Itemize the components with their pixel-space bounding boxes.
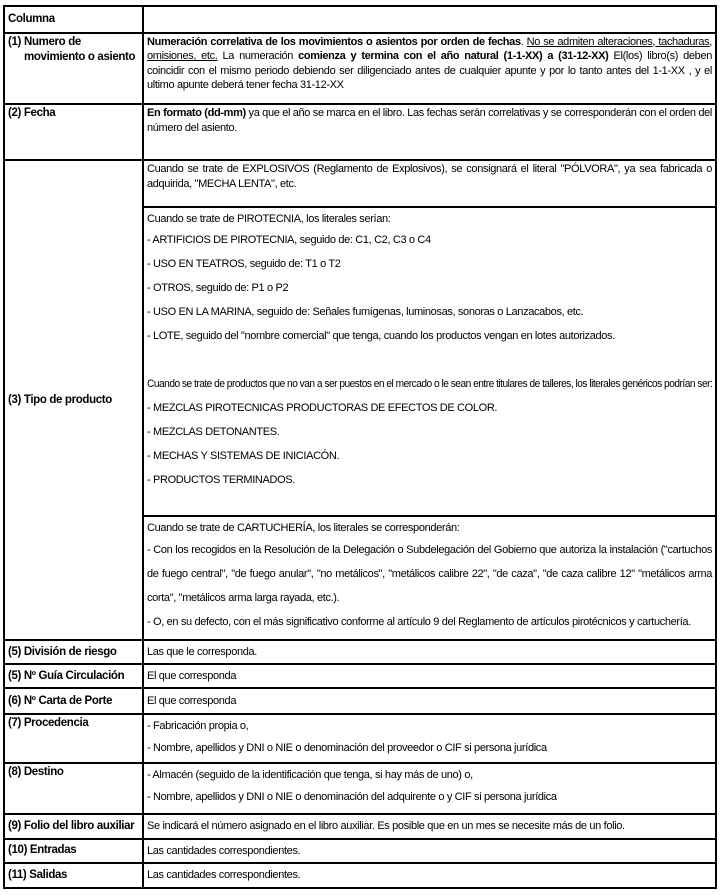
table-row [4, 664, 716, 689]
row-text-folio: Se indicará el número asignado en el libro auxiliar. Es posible que en un mes se necesite más de un folio. [143, 814, 716, 839]
table-row [4, 33, 716, 105]
fecha-bold: En formato (dd-mm) [147, 107, 246, 120]
row-label-entradas: (10) Entradas [4, 839, 143, 864]
fecha-text: ya que el año se marca en el libro. Las fechas serán correlativas y se corresponderán con el orden del número del asiento. [147, 107, 712, 134]
row-text-carta: El que corresponda [143, 688, 716, 714]
row-text-destino [143, 763, 716, 814]
piro2-line: - PRODUCTOS TERMINADOS. [147, 473, 296, 486]
numero-bold-1: Numeración correlativa de los movimientos o asientos [147, 35, 418, 48]
table-row [4, 688, 716, 714]
cartucheria-paragraph: - Con los recogidos en la Resolución de la Delegación o Subdelegación del Gobierno que autoriza la instalación ("cartuchos de fuego central", "de fuego anular", "no metálicos", "metálicos calibre 22", "de caza", "de caza calibre 12" "metálicos arma corta", "metálicos arma larga rayada, etc.). [147, 543, 712, 604]
numero-bold-2: por orden de fechas [420, 35, 521, 48]
piro2-line: Cuando se trate de productos que no van a ser puestos en el mercado o le sean entre titulares de talleres, los literales genéricos podrían ser: [147, 377, 713, 390]
tipo-pirotecnia-text [143, 207, 716, 516]
table-row [4, 640, 716, 664]
explosivos-paragraph: Cuando se trate de EXPLOSIVOS (Reglamento de Explosivos), se consignará el literal "PÓLVORA", ya sea fabricada o adquirida, "MECHA LENTA", etc. [147, 163, 712, 190]
row-text-division: Las que le corresponda. [143, 640, 716, 664]
numero-text-5: La numeración [217, 50, 299, 63]
piro2-line: - MEZCLAS DETONANTES. [147, 425, 280, 438]
row-label-text: Numero de movimiento o asiento [24, 35, 136, 63]
row-text-salidas: Las cantidades correspondientes. [143, 863, 716, 888]
table-row [4, 763, 716, 814]
numero-text-3: . [520, 35, 524, 48]
row-label-tipo: (3) Tipo de producto [4, 160, 143, 640]
table-row [4, 160, 716, 206]
header-empty-cell [143, 6, 716, 33]
row-label-guia: (5) Nº Guía Circulación [4, 664, 143, 689]
row-label-folio: (9) Folio del libro auxiliar [4, 814, 143, 839]
tipo-explosivos-text [143, 160, 716, 206]
destino-line: - Nombre, apellidos y DNI o NIE o denominación del adquirente o y CIF si persona jurídica [147, 791, 557, 804]
destino-line: - Almacén (seguido de la identificación que tenga, si hay más de uno) o, [147, 769, 473, 782]
procedencia-line: - Fabricación propia o, [147, 719, 249, 732]
numero-bold-6: comienza y termina con el año natural (1-1-XX) a (31-12-XX) [298, 50, 609, 63]
piro-line: - USO EN TEATROS, seguido de: T1 o T2 [147, 257, 341, 270]
row-label-division: (5) División de riesgo [4, 640, 143, 664]
row-text-guia: El que corresponda [143, 664, 716, 689]
regulation-table [3, 5, 717, 889]
piro-line: - USO EN LA MARINA, seguido de: Señales fumígenas, luminosas, sonoras o Lanzacabos, etc. [147, 305, 584, 318]
piro-line: Cuando se trate de PIROTECNIA, los literales serían: [147, 212, 391, 225]
row-label-procedencia: (7) Procedencia [4, 714, 143, 763]
row-label-destino: (8) Destino [4, 763, 143, 814]
table-row [4, 839, 716, 864]
cartucheria-line: - O, en su defecto, con el más significativo conforme al artículo 9 del Reglamento de artículos pirotécnicos y cartuchería. [147, 615, 691, 628]
row-label-carta: (6) Nº Carta de Porte [4, 688, 143, 714]
row-text-numero [143, 33, 716, 105]
cartucheria-line: Cuando se trate de CARTUCHERÍA, los literales se corresponderán: [147, 521, 460, 534]
tipo-cartucheria-text [143, 516, 716, 641]
piro-line: - OTROS, seguido de: P1 o P2 [147, 281, 289, 294]
numero-text-7: El(los) libro(s) deben coincidir con el mismo periodo debiendo ser diligenciado antes de cualquier apunte y por lo tanto antes del 1-1-XX , y el ultimo apunte deberá tener fecha 31-12-XX [147, 50, 712, 92]
row-text-procedencia [143, 714, 716, 763]
table-row [4, 814, 716, 839]
procedencia-line: - Nombre, apellidos y DNI o NIE o denominación del proveedor o CIF si persona jurídica [147, 741, 547, 754]
row-text-entradas: Las cantidades correspondientes. [143, 839, 716, 864]
piro-line: - LOTE, seguido del "nombre comercial" que tenga, cuando los productos vengan en lotes autorizados. [147, 329, 615, 342]
header-column-label: Columna [4, 6, 143, 33]
table-header-row [4, 6, 716, 33]
piro2-line: - MEZCLAS PIROTECNICAS PRODUCTORAS DE EFECTOS DE COLOR. [147, 401, 498, 414]
table-row [4, 714, 716, 763]
piro-line: - ARTIFICIOS DE PIROTECNIA, seguido de: C1, C2, C3 o C4 [147, 233, 431, 246]
piro2-line: - MECHAS Y SISTEMAS DE INICIACÓN. [147, 449, 340, 462]
table-row [4, 863, 716, 888]
numero-underlined: No se admiten alteraciones, tachaduras, omisiones, etc. [147, 35, 712, 63]
row-label-number: (1) [8, 35, 22, 48]
row-label-salidas: (11) Salidas [4, 863, 143, 888]
row-text-fecha [143, 104, 716, 160]
row-label-fecha: (2) Fecha [4, 104, 143, 160]
table-row [4, 104, 716, 160]
row-label-numero [4, 33, 143, 105]
spacer [147, 348, 712, 372]
